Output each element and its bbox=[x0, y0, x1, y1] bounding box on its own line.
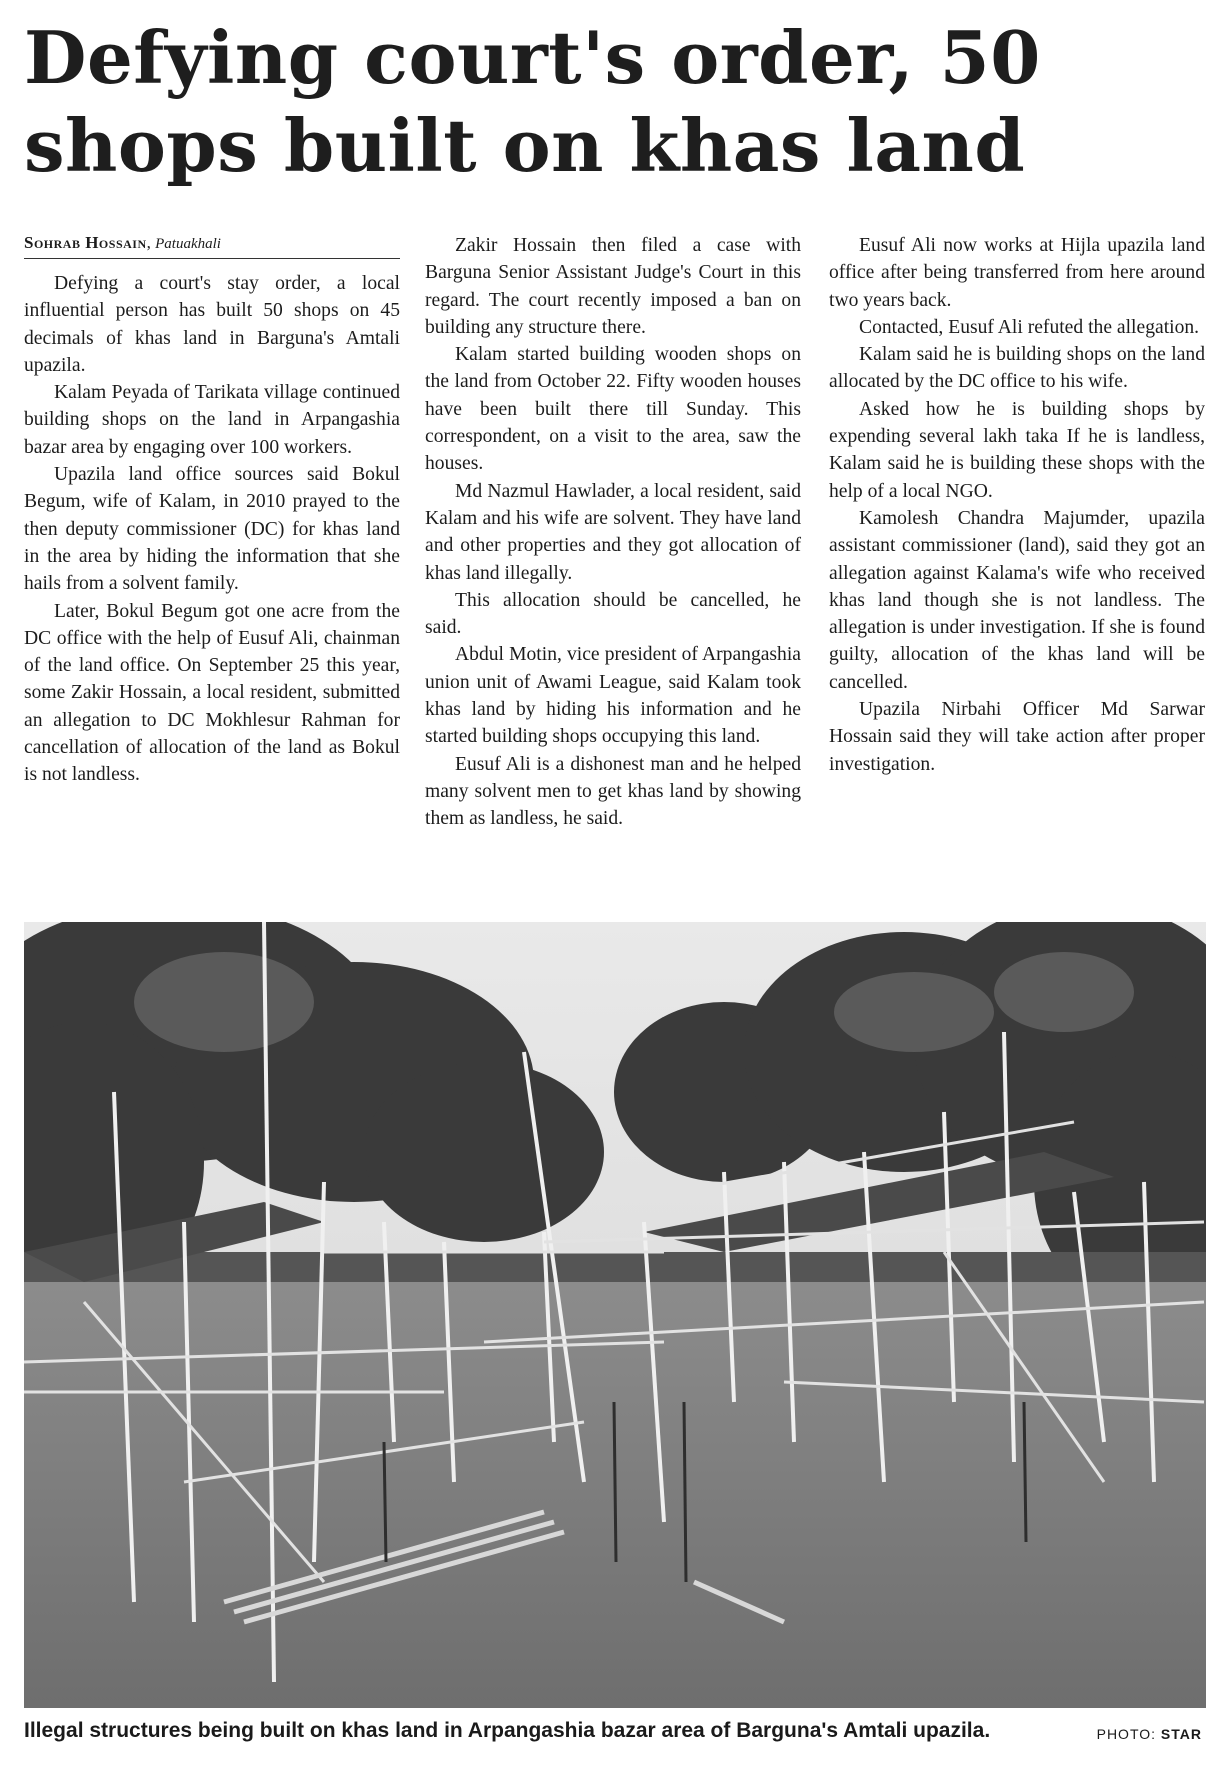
paragraph: Upazila Nirbahi Officer Md Sarwar Hossain said they will take action after proper investigation. bbox=[829, 699, 1205, 775]
photo-credit-prefix: PHOTO: bbox=[1096, 1726, 1157, 1742]
headline: Defying court's order, 50 shops built on khas land bbox=[24, 15, 1041, 188]
paragraph: Defying a court's stay order, a local influential person has built 50 shops on 45 decimals of khas land in Barguna's Amtali upazila. bbox=[24, 273, 400, 376]
paragraph: Contacted, Eusuf Ali refuted the allegation. bbox=[859, 316, 1200, 338]
news-photo bbox=[24, 922, 1206, 1708]
byline bbox=[24, 232, 400, 259]
paragraph: Kalam Peyada of Tarikata village continued building shops on the land in Arpangashia bazar area by engaging over 100 workers. bbox=[24, 382, 400, 458]
paragraph: Zakir Hossain then filed a case with Barguna Senior Assistant Judge's Court in this regard. The court recently imposed a ban on building any structure there. bbox=[425, 235, 801, 338]
paragraph: Abdul Motin, vice president of Arpangashia union unit of Awami League, said Kalam took khas land by hiding his information and he started building shops occupying this land. bbox=[425, 644, 801, 748]
photo-caption: Illegal structures being built on khas land in Arpangashia bazar area of Barguna's Amtali upazila. bbox=[24, 1719, 991, 1742]
article-column-1 bbox=[24, 270, 400, 789]
paragraph: Eusuf Ali is a dishonest man and he helped many solvent men to get khas land by showing them as landless, he said. bbox=[425, 753, 801, 830]
article-column-3 bbox=[829, 232, 1205, 778]
paragraph: Upazila land office sources said Bokul Begum, wife of Kalam, in 2010 prayed to the then deputy commissioner (DC) for khas land in the area by hiding the information that she hails from a solvent family. bbox=[24, 464, 400, 595]
bamboo-structures-illustration bbox=[24, 922, 1206, 1708]
paragraph: Eusuf Ali now works at Hijla upazila land office after being transferred from here around two years back. bbox=[829, 235, 1205, 311]
paragraph: This allocation should be cancelled, he said. bbox=[425, 589, 801, 639]
paragraph: Kalam said he is building shops on the land allocated by the DC office to his wife. bbox=[829, 344, 1205, 393]
paragraph: Later, Bokul Begum got one acre from the DC office with the help of Eusuf Ali, chainman of the land office. On September 25 this year, some Zakir Hossain, a local resident, submitted an allegation to DC Mokhlesur Rahman for cancellation of allocation of the land as Bokul is not landless. bbox=[24, 600, 400, 786]
paragraph: Kalam started building wooden shops on the land from October 22. Fifty wooden houses have been built there till Sunday. This correspondent, on a visit to the area, saw the houses. bbox=[425, 344, 801, 475]
photo-credit bbox=[1097, 1724, 1202, 1744]
paragraph: Md Nazmul Hawlader, a local resident, said Kalam and his wife are solvent. They have land and other properties and they got allocation of khas land illegally. bbox=[425, 480, 801, 584]
byline-separator: , bbox=[146, 233, 156, 252]
byline-author: Sohrab Hossain bbox=[24, 233, 147, 252]
paragraph: Kamolesh Chandra Majumder, upazila assistant commissioner (land), said they got an allegation against Kalama's wife who received khas land though she is not landless. The allegation is under investigation. If she is found guilty, allocation of the khas land will be cancelled. bbox=[829, 507, 1205, 693]
byline-location: Patuakhali bbox=[155, 236, 221, 252]
photo-credit-source: STAR bbox=[1160, 1726, 1202, 1742]
paragraph: Asked how he is building shops by expending several lakh taka If he is landless, Kalam said he is building these shops with the help of a local NGO. bbox=[829, 398, 1205, 502]
article-column-2 bbox=[425, 232, 801, 833]
